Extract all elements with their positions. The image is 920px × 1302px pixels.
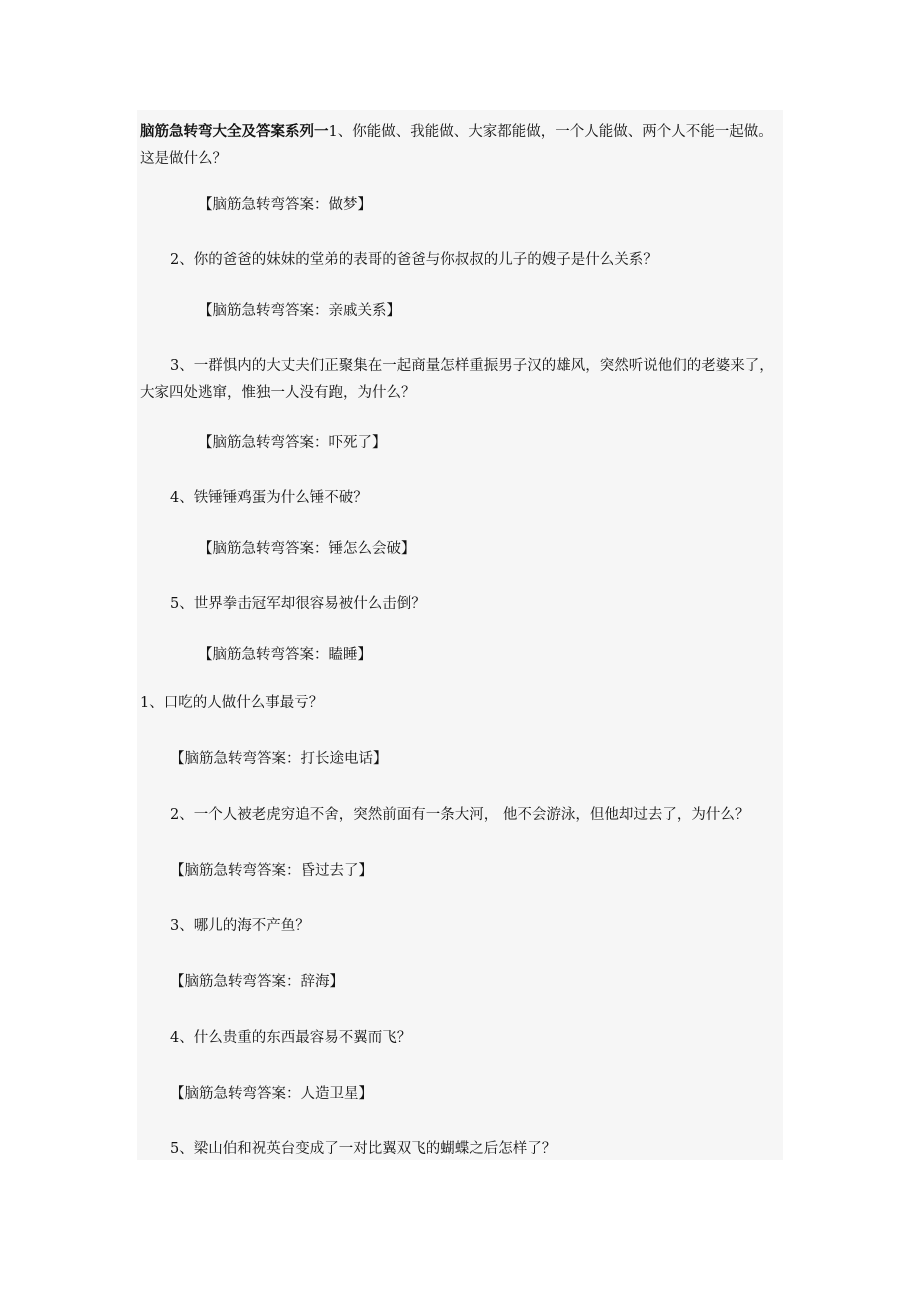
answer-2: 【脑筋急转弯答案：亲戚关系】: [198, 303, 401, 319]
answer-b2: 【脑筋急转弯答案：昏过去了】: [170, 863, 373, 879]
answer-b3: 【脑筋急转弯答案：辞海】: [170, 974, 344, 990]
question-4: 4、铁锤锤鸡蛋为什么锤不破？: [170, 490, 368, 506]
answer-4: 【脑筋急转弯答案：锤怎么会破】: [198, 541, 416, 557]
document-page: [137, 110, 783, 1160]
intro-paragraph: [140, 118, 780, 173]
question-b5: 5、梁山伯和祝英台变成了一对比翼双飞的蝴蝶之后怎样了？: [170, 1141, 557, 1157]
answer-5: 【脑筋急转弯答案：瞌睡】: [198, 647, 372, 663]
question-b4: 4、什么贵重的东西最容易不翼而飞？: [170, 1030, 412, 1046]
answer-3: 【脑筋急转弯答案：吓死了】: [198, 435, 387, 451]
question-b3: 3、哪儿的海不产鱼？: [170, 918, 310, 934]
question-3: 3、一群惧内的大丈夫们正聚集在一起商量怎样重振男子汉的雄风，突然听说他们的老婆来了，大家四处逃窜，惟独一人没有跑，为什么？: [140, 358, 774, 401]
answer-b1: 【脑筋急转弯答案：打长途电话】: [170, 751, 388, 767]
question-b2: 2、一个人被老虎穷追不舍，突然前面有一条大河， 他不会游泳，但他却过去了，为什么？: [170, 807, 750, 823]
question-2: 2、你的爸爸的妹妹的堂弟的表哥的爸爸与你叔叔的儿子的嫂子是什么关系？: [170, 252, 658, 268]
answer-1: 【脑筋急转弯答案：做梦】: [198, 197, 372, 213]
document-title: 脑筋急转弯大全及答案系列一: [140, 123, 329, 140]
question-5: 5、世界拳击冠军却很容易被什么击倒？: [170, 596, 426, 612]
intro-question: 1、你能做、我能做、大家都能做，一个人能做、两个人不能一起做。这是做什么？: [140, 124, 773, 167]
answer-b4: 【脑筋急转弯答案：人造卫星】: [170, 1086, 373, 1102]
question-b1: 1、口吃的人做什么事最亏？: [140, 695, 324, 711]
